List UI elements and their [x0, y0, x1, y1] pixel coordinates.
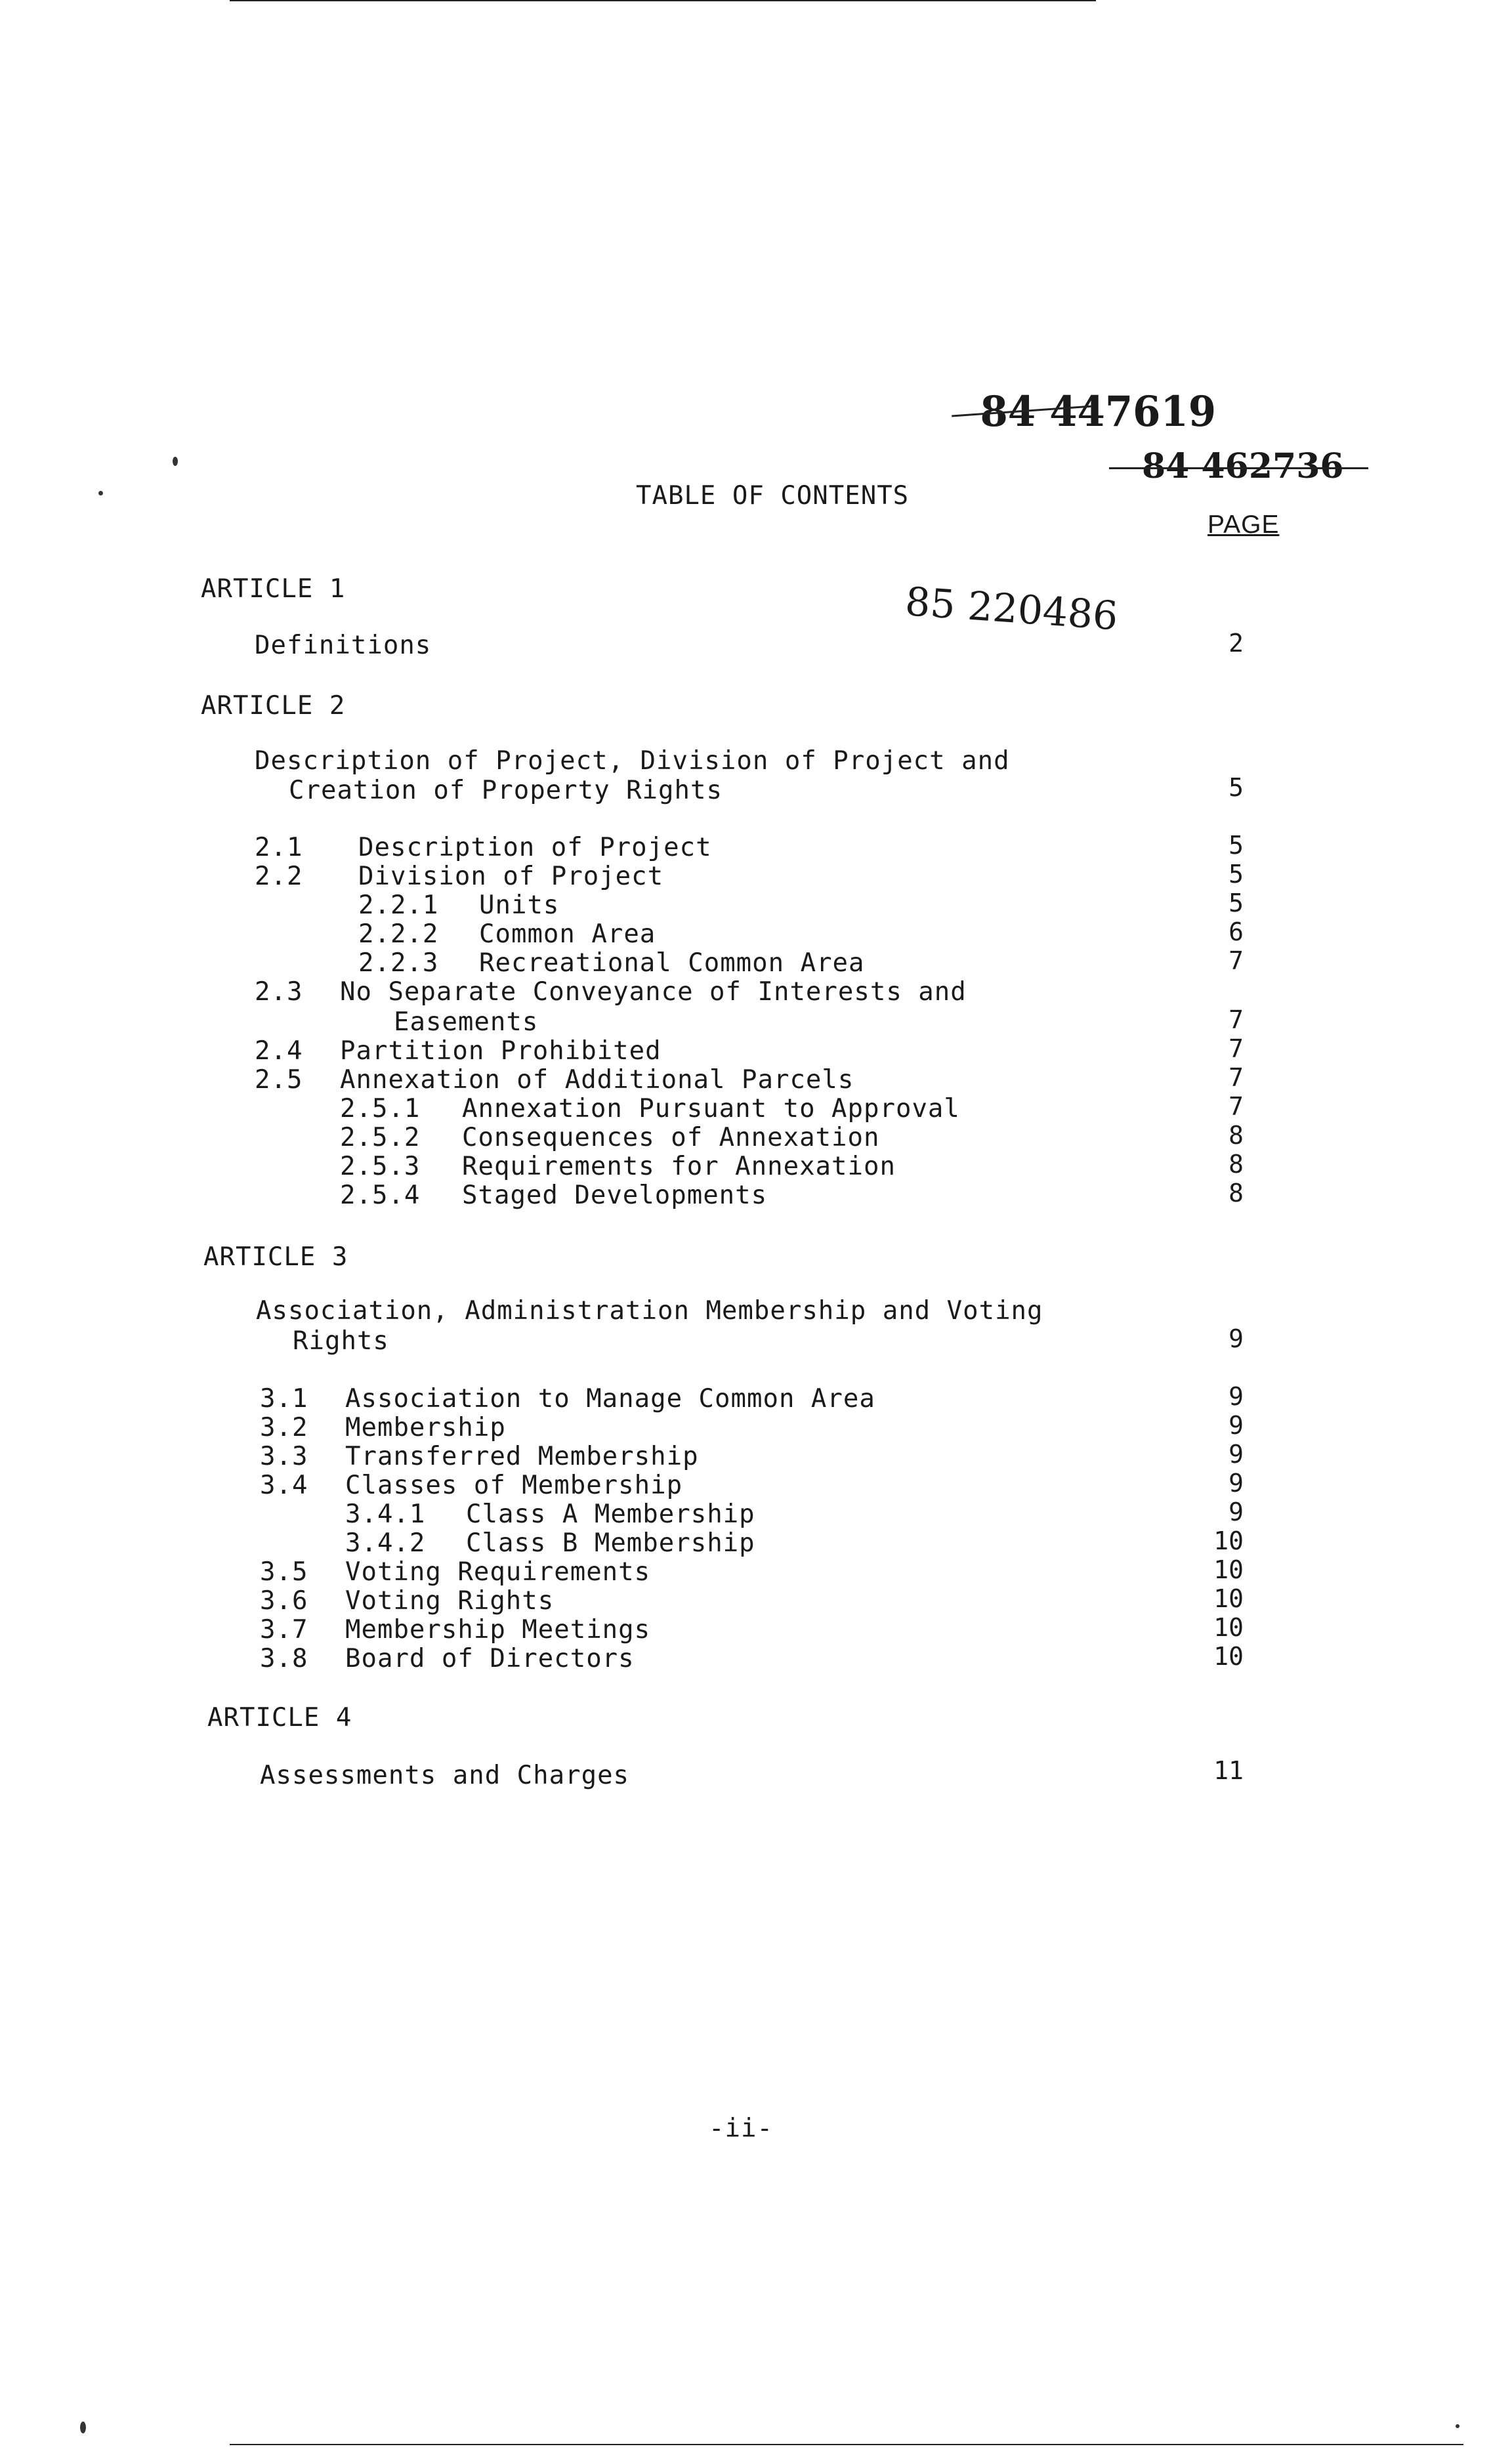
- toc-entry-page: 10: [1213, 1526, 1244, 1555]
- toc-entry-page: 7: [1228, 1063, 1244, 1092]
- toc-entry-page: 7: [1228, 946, 1244, 975]
- toc-entry-page: 9: [1228, 1411, 1244, 1440]
- toc-entry-label: Description of Project: [358, 833, 712, 862]
- toc-section-number: 2.5.3: [340, 1152, 421, 1181]
- toc-entry-label: Description of Project, Division of Project and: [255, 746, 1010, 776]
- toc-entry-label: Association, Administration Membership and Voting: [256, 1296, 1043, 1326]
- toc-section-number: 2.5.2: [340, 1123, 421, 1152]
- toc-entry-label: Association to Manage Common Area: [345, 1384, 875, 1414]
- toc-entry-page: 6: [1228, 917, 1244, 946]
- toc-section-number: 3.8: [260, 1644, 308, 1673]
- toc-entry-page: 10: [1213, 1613, 1244, 1642]
- page-column-label: PAGE: [1208, 511, 1280, 539]
- toc-entry-page: 7: [1228, 1034, 1244, 1063]
- toc-entry-label: Common Area: [479, 919, 656, 949]
- toc-entry-label: Annexation Pursuant to Approval: [462, 1094, 960, 1124]
- toc-section-number: 2.2.2: [358, 919, 439, 949]
- toc-entry-page: 9: [1228, 1382, 1244, 1411]
- toc-section-number: 2.2.1: [358, 891, 439, 920]
- toc-section-number: 3.4: [260, 1471, 308, 1500]
- toc-section-number: 2.5.1: [340, 1094, 421, 1124]
- toc-entry-label: Definitions: [255, 631, 432, 660]
- scan-speck: [80, 2422, 86, 2433]
- toc-section-number: 3.6: [260, 1586, 308, 1616]
- toc-entry-label: Recreational Common Area: [479, 948, 865, 978]
- toc-entry-page: 8: [1228, 1121, 1244, 1150]
- toc-section-number: 3.7: [260, 1615, 308, 1645]
- toc-section-number: 2.4: [255, 1036, 303, 1066]
- toc-entry-page: 9: [1228, 1498, 1244, 1526]
- toc-entry-page: 10: [1213, 1642, 1244, 1671]
- toc-section-number: 2.2.3: [358, 948, 439, 978]
- toc-entry-page: 9: [1228, 1469, 1244, 1498]
- toc-entry-label: Rights: [293, 1326, 389, 1356]
- toc-section-number: 2.5: [255, 1065, 303, 1095]
- toc-entry-label: Easements: [394, 1007, 539, 1037]
- toc-entry-page: 5: [1228, 773, 1244, 802]
- toc-entry-page: 5: [1228, 831, 1244, 860]
- toc-entry-label: Class B Membership: [466, 1528, 755, 1558]
- toc-entry-label: Transferred Membership: [345, 1442, 699, 1471]
- toc-entry-label: Membership: [345, 1413, 506, 1442]
- toc-entry-page: 9: [1228, 1440, 1244, 1469]
- toc-entry-label: Voting Requirements: [345, 1557, 651, 1587]
- toc-entry-page: 8: [1228, 1150, 1244, 1179]
- toc-section-number: 3.5: [260, 1557, 308, 1587]
- toc-entry-label: Creation of Property Rights: [289, 776, 723, 805]
- toc-section-number: 3.1: [260, 1384, 308, 1414]
- toc-section-number: 2.1: [255, 833, 303, 862]
- scan-edge-line-top: [230, 0, 1096, 1]
- toc-entry-label: Staged Developments: [462, 1181, 768, 1210]
- toc-section-number: 3.4.1: [345, 1500, 426, 1529]
- toc-entry-label: Board of Directors: [345, 1644, 635, 1673]
- recording-number-struck: 84 447619: [980, 387, 1217, 436]
- toc-entry-label: Division of Project: [358, 862, 664, 891]
- toc-entry-label: No Separate Conveyance of Interests and: [340, 977, 967, 1007]
- toc-entry-page: 10: [1213, 1584, 1244, 1613]
- recording-number-struck-2: 84 462736: [1142, 446, 1344, 486]
- scan-edge-line: [230, 2444, 1463, 2445]
- toc-entry-page: 7: [1228, 1092, 1244, 1121]
- toc-article-heading: ARTICLE 1: [201, 574, 346, 604]
- toc-section-number: 2.5.4: [340, 1181, 421, 1210]
- strike-line-2: [1109, 467, 1368, 469]
- toc-entry-label: Membership Meetings: [345, 1615, 651, 1645]
- toc-section-number: 2.3: [255, 977, 303, 1007]
- recording-number: 85 220486: [904, 579, 1120, 640]
- toc-section-number: 2.2: [255, 862, 303, 891]
- scan-speck: [1456, 2424, 1460, 2428]
- scan-speck: [173, 457, 178, 466]
- page-number: -ii-: [709, 2114, 773, 2143]
- toc-entry-page: 8: [1228, 1179, 1244, 1208]
- document-title: TABLE OF CONTENTS: [636, 481, 910, 511]
- toc-article-heading: ARTICLE 2: [201, 691, 346, 721]
- toc-section-number: 3.4.2: [345, 1528, 426, 1558]
- toc-entry-page: 10: [1213, 1555, 1244, 1584]
- toc-entry-label: Class A Membership: [466, 1500, 755, 1529]
- toc-article-heading: ARTICLE 3: [203, 1242, 348, 1272]
- toc-entry-label: Voting Rights: [345, 1586, 555, 1616]
- toc-entry-page: 2: [1228, 629, 1244, 658]
- toc-entry-label: Consequences of Annexation: [462, 1123, 880, 1152]
- toc-entry-page: 9: [1228, 1324, 1244, 1353]
- toc-entry-page: 11: [1213, 1756, 1244, 1785]
- toc-entry-label: Classes of Membership: [345, 1471, 683, 1500]
- toc-entry-page: 5: [1228, 889, 1244, 917]
- toc-entry-label: Annexation of Additional Parcels: [340, 1065, 854, 1095]
- scan-speck: [98, 491, 103, 495]
- toc-entry-label: Assessments and Charges: [260, 1761, 630, 1790]
- toc-entry-label: Partition Prohibited: [340, 1036, 662, 1066]
- toc-article-heading: ARTICLE 4: [207, 1703, 352, 1732]
- toc-section-number: 3.2: [260, 1413, 308, 1442]
- toc-section-number: 3.3: [260, 1442, 308, 1471]
- toc-entry-label: Units: [479, 891, 560, 920]
- toc-entry-label: Requirements for Annexation: [462, 1152, 896, 1181]
- toc-entry-page: 5: [1228, 860, 1244, 889]
- toc-entry-page: 7: [1228, 1005, 1244, 1034]
